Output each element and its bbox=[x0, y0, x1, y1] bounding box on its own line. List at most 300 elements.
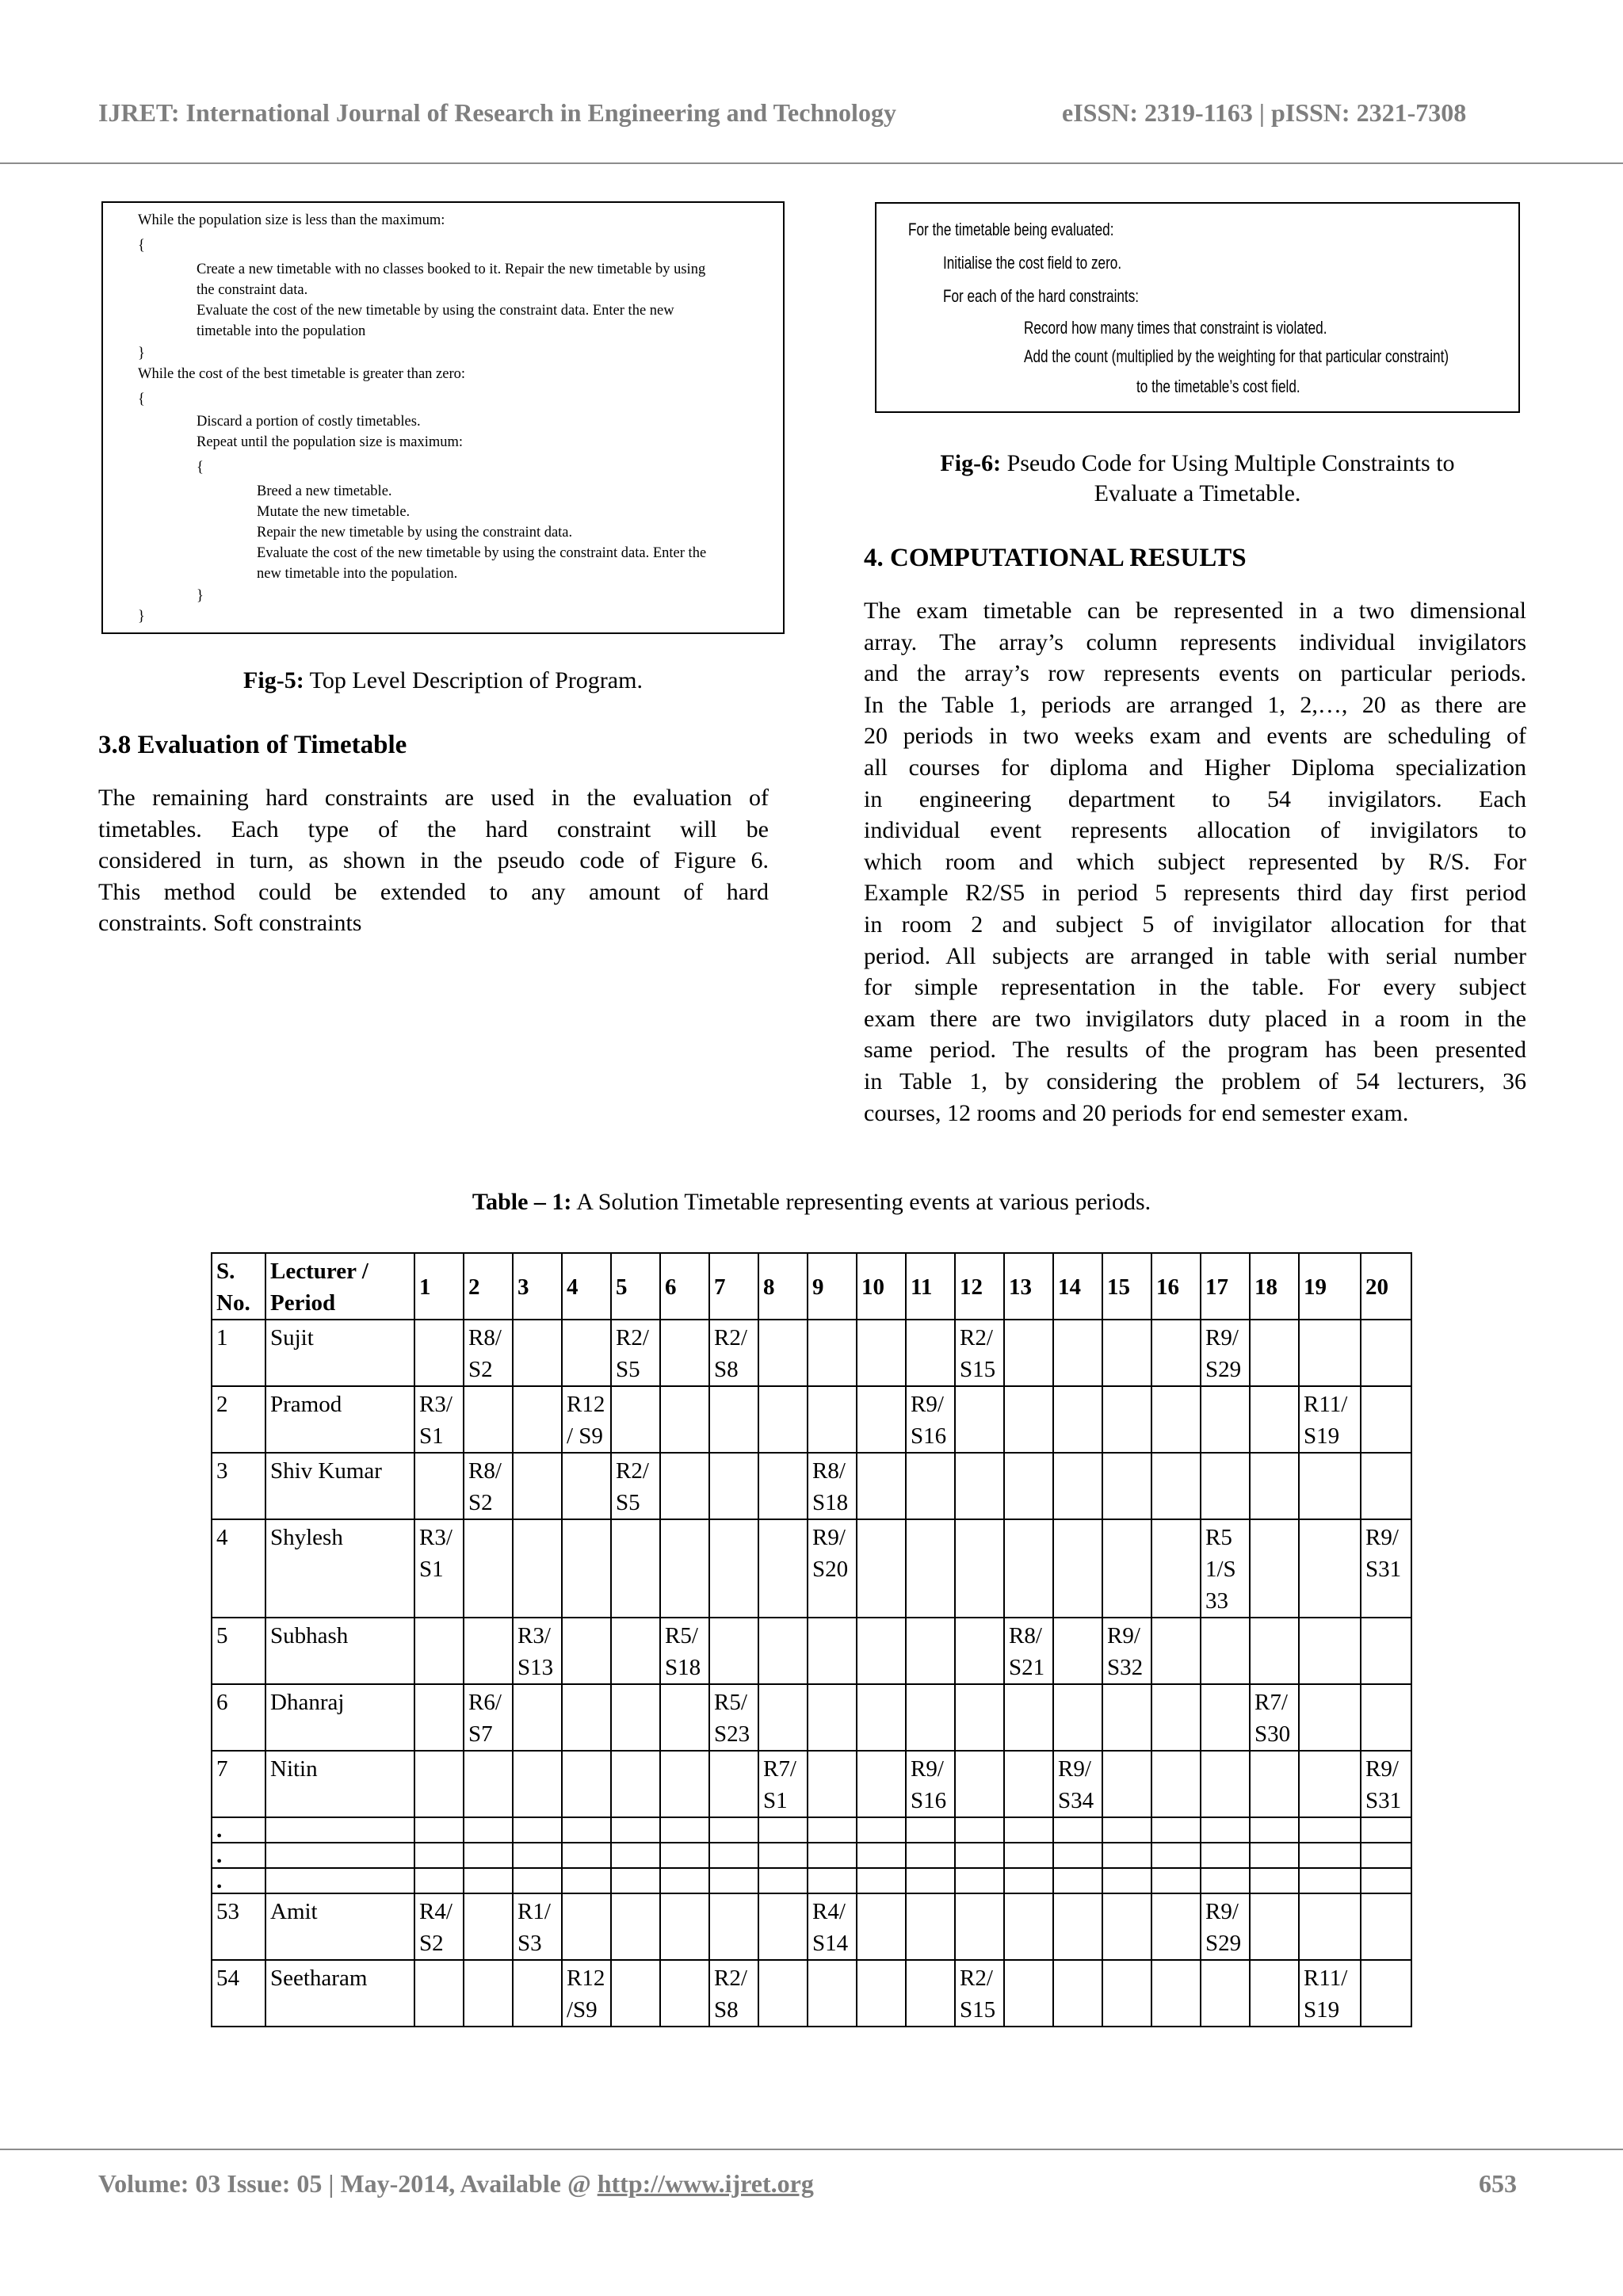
cell-allocation bbox=[1004, 1868, 1053, 1893]
paragraph-line: considered in turn, as shown in the pseudo code of Figure 6. bbox=[98, 847, 769, 874]
cell-allocation bbox=[1299, 1618, 1361, 1684]
cell-allocation bbox=[1361, 1453, 1411, 1519]
paragraph-line: all courses for diploma and Higher Diploma specialization bbox=[864, 754, 1526, 781]
cell-allocation bbox=[1361, 1386, 1411, 1453]
cell-sno: 7 bbox=[212, 1751, 265, 1817]
cell-allocation bbox=[1201, 1960, 1250, 2027]
journal-link[interactable]: http://www.ijret.org bbox=[597, 2169, 814, 2198]
cell-allocation bbox=[1102, 1386, 1151, 1453]
cell-allocation bbox=[955, 1843, 1004, 1868]
cell-allocation: R3/ S13 bbox=[513, 1618, 562, 1684]
cell-allocation bbox=[955, 1893, 1004, 1960]
fig5-line: Evaluate the cost of the new timetable by using the constraint data. Enter the bbox=[257, 545, 707, 561]
cell-allocation bbox=[758, 1453, 808, 1519]
cell-allocation bbox=[562, 1817, 611, 1843]
cell-lecturer: Subhash bbox=[265, 1618, 414, 1684]
cell-allocation bbox=[414, 1843, 464, 1868]
cell-allocation bbox=[1250, 1386, 1299, 1453]
journal-title: IJRET: International Journal of Research in Engineering and Technology bbox=[98, 98, 896, 127]
cell-allocation bbox=[1004, 1751, 1053, 1817]
cell-allocation bbox=[1151, 1751, 1201, 1817]
cell-allocation bbox=[513, 1751, 562, 1817]
fig5-line: Discard a portion of costly timetables. bbox=[197, 414, 421, 430]
paragraph-line: The exam timetable can be represented in a two dimensional bbox=[864, 598, 1526, 624]
cell-allocation bbox=[1053, 1893, 1102, 1960]
header-period: 18 bbox=[1250, 1253, 1299, 1320]
cell-sno: 3 bbox=[212, 1453, 265, 1519]
cell-allocation bbox=[857, 1519, 906, 1618]
fig5-line: } bbox=[138, 609, 145, 625]
table-row bbox=[212, 1751, 1411, 1817]
cell-allocation bbox=[808, 1320, 857, 1386]
cell-allocation bbox=[955, 1868, 1004, 1893]
cell-allocation bbox=[808, 1817, 857, 1843]
header-period: 8 bbox=[758, 1253, 808, 1320]
cell-allocation bbox=[906, 1960, 955, 2027]
cell-allocation bbox=[1151, 1684, 1201, 1751]
cell-allocation bbox=[562, 1320, 611, 1386]
cell-allocation bbox=[1151, 1893, 1201, 1960]
cell-sno: 2 bbox=[212, 1386, 265, 1453]
table-caption-text: A Solution Timetable representing events at various periods. bbox=[571, 1189, 1151, 1215]
cell-sno: 4 bbox=[212, 1519, 265, 1618]
cell-allocation bbox=[758, 1684, 808, 1751]
cell-allocation bbox=[562, 1684, 611, 1751]
fig6-line: For the timetable being evaluated: bbox=[908, 220, 1114, 239]
cell-allocation bbox=[709, 1893, 758, 1960]
fig5-line: Mutate the new timetable. bbox=[257, 504, 411, 520]
paragraph-line: period. All subjects are arranged in table with serial number bbox=[864, 942, 1526, 969]
cell-allocation bbox=[513, 1843, 562, 1868]
cell-allocation bbox=[906, 1684, 955, 1751]
cell-allocation bbox=[414, 1751, 464, 1817]
cell-allocation bbox=[1151, 1843, 1201, 1868]
cell-allocation: R1/ S3 bbox=[513, 1893, 562, 1960]
cell-allocation bbox=[660, 1868, 709, 1893]
header-lecturer-period: Lecturer / Period bbox=[265, 1253, 414, 1320]
cell-allocation bbox=[1102, 1751, 1151, 1817]
cell-allocation bbox=[955, 1386, 1004, 1453]
cell-allocation bbox=[1299, 1519, 1361, 1618]
cell-allocation: R8/ S21 bbox=[1004, 1618, 1053, 1684]
cell-allocation bbox=[1361, 1843, 1411, 1868]
cell-allocation bbox=[464, 1893, 513, 1960]
cell-lecturer: Shylesh bbox=[265, 1519, 414, 1618]
cell-allocation bbox=[955, 1751, 1004, 1817]
cell-allocation bbox=[1361, 1960, 1411, 2027]
paragraph-line: constraints. Soft constraints bbox=[98, 910, 362, 937]
cell-allocation: R2/ S8 bbox=[709, 1320, 758, 1386]
cell-allocation bbox=[1102, 1893, 1151, 1960]
cell-allocation bbox=[414, 1684, 464, 1751]
cell-allocation: R8/ S2 bbox=[464, 1453, 513, 1519]
cell-allocation: R2/ S5 bbox=[611, 1320, 660, 1386]
cell-allocation: R8/ S18 bbox=[808, 1453, 857, 1519]
cell-allocation bbox=[857, 1960, 906, 2027]
cell-allocation bbox=[611, 1843, 660, 1868]
cell-allocation bbox=[562, 1453, 611, 1519]
cell-allocation bbox=[464, 1817, 513, 1843]
cell-allocation bbox=[1299, 1868, 1361, 1893]
cell-allocation bbox=[611, 1893, 660, 1960]
cell-allocation bbox=[660, 1817, 709, 1843]
cell-allocation bbox=[955, 1453, 1004, 1519]
cell-allocation: R11/ S19 bbox=[1299, 1960, 1361, 2027]
fig5-line: Breed a new timetable. bbox=[257, 483, 392, 499]
cell-lecturer: Dhanraj bbox=[265, 1684, 414, 1751]
fig5-line: Create a new timetable with no classes booked to it. Repair the new timetable by using bbox=[197, 262, 706, 277]
cell-allocation: R9/ S31 bbox=[1361, 1519, 1411, 1618]
cell-allocation bbox=[660, 1751, 709, 1817]
cell-allocation: R9/ S34 bbox=[1053, 1751, 1102, 1817]
header-period: 2 bbox=[464, 1253, 513, 1320]
cell-allocation: R9/ S16 bbox=[906, 1751, 955, 1817]
cell-allocation bbox=[611, 1684, 660, 1751]
cell-allocation: R11/ S19 bbox=[1299, 1386, 1361, 1453]
cell-allocation bbox=[611, 1868, 660, 1893]
cell-allocation bbox=[1299, 1817, 1361, 1843]
cell-allocation bbox=[1299, 1684, 1361, 1751]
fig6-caption-text: Pseudo Code for Using Multiple Constraints to bbox=[1001, 450, 1455, 476]
cell-allocation: R5 1/S 33 bbox=[1201, 1519, 1250, 1618]
cell-allocation bbox=[513, 1868, 562, 1893]
fig6-line: Record how many times that constraint is violated. bbox=[1024, 318, 1327, 338]
cell-allocation bbox=[1053, 1960, 1102, 2027]
cell-allocation bbox=[1201, 1817, 1250, 1843]
cell-allocation bbox=[906, 1817, 955, 1843]
fig5-line: { bbox=[138, 238, 145, 254]
cell-allocation bbox=[660, 1386, 709, 1453]
header-period: 20 bbox=[1361, 1253, 1411, 1320]
cell-allocation: R9/ S20 bbox=[808, 1519, 857, 1618]
cell-allocation bbox=[1004, 1817, 1053, 1843]
cell-allocation bbox=[1004, 1386, 1053, 1453]
cell-allocation bbox=[955, 1817, 1004, 1843]
header-period: 15 bbox=[1102, 1253, 1151, 1320]
cell-allocation bbox=[1201, 1843, 1250, 1868]
cell-allocation bbox=[857, 1453, 906, 1519]
header-period: 5 bbox=[611, 1253, 660, 1320]
cell-allocation bbox=[758, 1868, 808, 1893]
cell-allocation bbox=[1201, 1453, 1250, 1519]
cell-allocation: R4/ S14 bbox=[808, 1893, 857, 1960]
fig5-line: the constraint data. bbox=[197, 282, 308, 298]
cell-allocation bbox=[1250, 1817, 1299, 1843]
paragraph-line: In the Table 1, periods are arranged 1, 2,…, 20 as there are bbox=[864, 691, 1526, 718]
cell-allocation bbox=[709, 1868, 758, 1893]
cell-allocation bbox=[1053, 1843, 1102, 1868]
cell-allocation bbox=[758, 1519, 808, 1618]
cell-allocation: R9/ S32 bbox=[1102, 1618, 1151, 1684]
cell-lecturer bbox=[265, 1843, 414, 1868]
header-period: 12 bbox=[955, 1253, 1004, 1320]
cell-allocation bbox=[464, 1843, 513, 1868]
cell-allocation bbox=[611, 1751, 660, 1817]
header-period: 4 bbox=[562, 1253, 611, 1320]
cell-sno: . bbox=[212, 1843, 265, 1868]
cell-allocation bbox=[1201, 1386, 1250, 1453]
cell-allocation bbox=[709, 1751, 758, 1817]
cell-allocation: R9/ S29 bbox=[1201, 1320, 1250, 1386]
cell-allocation bbox=[513, 1453, 562, 1519]
cell-allocation bbox=[1250, 1868, 1299, 1893]
fig5-line: { bbox=[197, 460, 204, 476]
cell-allocation bbox=[464, 1618, 513, 1684]
cell-allocation bbox=[464, 1519, 513, 1618]
table-row bbox=[212, 1684, 1411, 1751]
cell-allocation bbox=[1250, 1843, 1299, 1868]
cell-allocation bbox=[808, 1618, 857, 1684]
cell-allocation bbox=[1151, 1453, 1201, 1519]
cell-allocation bbox=[906, 1519, 955, 1618]
fig5-caption-label: Fig-5: bbox=[243, 667, 304, 693]
cell-allocation bbox=[513, 1386, 562, 1453]
cell-allocation bbox=[857, 1868, 906, 1893]
cell-allocation bbox=[1102, 1817, 1151, 1843]
cell-allocation: R6/ S7 bbox=[464, 1684, 513, 1751]
paragraph-line: in Table 1, by considering the problem of 54 lecturers, 36 bbox=[864, 1068, 1526, 1095]
cell-allocation bbox=[1004, 1684, 1053, 1751]
cell-allocation bbox=[1361, 1817, 1411, 1843]
cell-allocation: R2/ S5 bbox=[611, 1453, 660, 1519]
paragraph-line: in room 2 and subject 5 of invigilator allocation for that bbox=[864, 911, 1526, 938]
cell-allocation bbox=[414, 1817, 464, 1843]
paragraph-line: same period. The results of the program has been presented bbox=[864, 1037, 1526, 1064]
cell-allocation bbox=[1361, 1868, 1411, 1893]
paragraph-line: individual event represents allocation of invigilators to bbox=[864, 817, 1526, 844]
cell-allocation bbox=[660, 1320, 709, 1386]
table-row bbox=[212, 1320, 1411, 1386]
table-header-row bbox=[212, 1253, 1411, 1320]
cell-lecturer: Sujit bbox=[265, 1320, 414, 1386]
cell-allocation bbox=[1299, 1453, 1361, 1519]
table-row bbox=[212, 1960, 1411, 2027]
cell-allocation bbox=[1250, 1893, 1299, 1960]
header-period: 11 bbox=[906, 1253, 955, 1320]
cell-allocation bbox=[1250, 1618, 1299, 1684]
paragraph-line: which room and which subject represented by R/S. For bbox=[864, 848, 1526, 875]
cell-allocation bbox=[1151, 1519, 1201, 1618]
cell-allocation bbox=[611, 1618, 660, 1684]
cell-allocation bbox=[808, 1386, 857, 1453]
cell-allocation: R8/ S2 bbox=[464, 1320, 513, 1386]
cell-allocation bbox=[1004, 1893, 1053, 1960]
section-4-paragraph bbox=[864, 595, 1526, 1129]
cell-allocation bbox=[562, 1868, 611, 1893]
cell-allocation bbox=[1299, 1893, 1361, 1960]
cell-allocation bbox=[808, 1684, 857, 1751]
cell-allocation bbox=[1053, 1618, 1102, 1684]
cell-allocation bbox=[1361, 1618, 1411, 1684]
paragraph-line: The remaining hard constraints are used in the evaluation of bbox=[98, 785, 769, 811]
cell-allocation bbox=[906, 1320, 955, 1386]
cell-allocation bbox=[1250, 1960, 1299, 2027]
fig6-caption bbox=[867, 449, 1528, 509]
header-period: 1 bbox=[414, 1253, 464, 1320]
paragraph-line: and the array’s row represents events on particular periods. bbox=[864, 660, 1526, 687]
cell-allocation bbox=[857, 1843, 906, 1868]
cell-allocation: R12 / S9 bbox=[562, 1386, 611, 1453]
cell-allocation bbox=[513, 1960, 562, 2027]
table-row bbox=[212, 1386, 1411, 1453]
header-rule bbox=[0, 162, 1623, 164]
cell-sno: 53 bbox=[212, 1893, 265, 1960]
cell-allocation bbox=[808, 1868, 857, 1893]
table-row bbox=[212, 1817, 1411, 1843]
cell-allocation bbox=[1004, 1320, 1053, 1386]
cell-allocation bbox=[611, 1386, 660, 1453]
cell-allocation bbox=[513, 1684, 562, 1751]
footer-rule bbox=[0, 2149, 1623, 2150]
cell-allocation bbox=[1004, 1519, 1053, 1618]
cell-lecturer: Shiv Kumar bbox=[265, 1453, 414, 1519]
fig5-line: Evaluate the cost of the new timetable by using the constraint data. Enter the new bbox=[197, 303, 674, 319]
cell-allocation bbox=[758, 1386, 808, 1453]
header-sno: S. No. bbox=[212, 1253, 265, 1320]
cell-allocation bbox=[1151, 1386, 1201, 1453]
cell-allocation bbox=[562, 1893, 611, 1960]
fig6-line: For each of the hard constraints: bbox=[943, 286, 1140, 306]
cell-sno: 5 bbox=[212, 1618, 265, 1684]
header-period: 19 bbox=[1299, 1253, 1361, 1320]
cell-allocation bbox=[1053, 1386, 1102, 1453]
section-3-8-paragraph bbox=[98, 782, 769, 939]
cell-sno: . bbox=[212, 1868, 265, 1893]
paragraph-line: 20 periods in two weeks exam and events are scheduling of bbox=[864, 723, 1526, 750]
cell-allocation bbox=[562, 1519, 611, 1618]
cell-allocation bbox=[660, 1453, 709, 1519]
cell-allocation bbox=[513, 1817, 562, 1843]
cell-allocation bbox=[857, 1386, 906, 1453]
cell-allocation bbox=[660, 1684, 709, 1751]
cell-allocation bbox=[906, 1618, 955, 1684]
cell-allocation bbox=[857, 1893, 906, 1960]
cell-allocation bbox=[562, 1618, 611, 1684]
cell-allocation bbox=[1102, 1320, 1151, 1386]
header-period: 13 bbox=[1004, 1253, 1053, 1320]
header-period: 10 bbox=[857, 1253, 906, 1320]
header-period: 6 bbox=[660, 1253, 709, 1320]
cell-allocation bbox=[955, 1519, 1004, 1618]
cell-allocation bbox=[1102, 1960, 1151, 2027]
cell-sno: 6 bbox=[212, 1684, 265, 1751]
cell-allocation bbox=[906, 1893, 955, 1960]
cell-allocation bbox=[660, 1519, 709, 1618]
cell-allocation bbox=[1250, 1751, 1299, 1817]
cell-allocation: R9/ S16 bbox=[906, 1386, 955, 1453]
cell-sno: 54 bbox=[212, 1960, 265, 2027]
cell-allocation bbox=[1151, 1817, 1201, 1843]
fig5-line: timetable into the population bbox=[197, 323, 366, 339]
cell-allocation bbox=[1151, 1618, 1201, 1684]
cell-allocation bbox=[1361, 1893, 1411, 1960]
cell-allocation bbox=[1004, 1453, 1053, 1519]
header-period: 16 bbox=[1151, 1253, 1201, 1320]
paragraph-line: in engineering department to 54 invigilators. Each bbox=[864, 785, 1526, 812]
cell-allocation bbox=[1004, 1960, 1053, 2027]
cell-allocation bbox=[808, 1751, 857, 1817]
table-row bbox=[212, 1618, 1411, 1684]
cell-allocation bbox=[1151, 1320, 1201, 1386]
cell-lecturer bbox=[265, 1817, 414, 1843]
cell-allocation bbox=[1102, 1843, 1151, 1868]
cell-allocation bbox=[857, 1618, 906, 1684]
cell-lecturer: Seetharam bbox=[265, 1960, 414, 2027]
cell-allocation: R2/ S8 bbox=[709, 1960, 758, 2027]
cell-allocation bbox=[758, 1817, 808, 1843]
cell-allocation bbox=[513, 1519, 562, 1618]
cell-allocation bbox=[660, 1893, 709, 1960]
page-number: 653 bbox=[1479, 2169, 1517, 2198]
fig5-line: } bbox=[197, 588, 204, 604]
paragraph-line: timetables. Each type of the hard constraint will be bbox=[98, 816, 769, 842]
cell-allocation bbox=[414, 1618, 464, 1684]
cell-lecturer bbox=[265, 1868, 414, 1893]
cell-allocation bbox=[414, 1320, 464, 1386]
fig6-line: to the timetable’s cost field. bbox=[1136, 376, 1300, 396]
fig6-line: Add the count (multiplied by the weighting for that particular constraint) bbox=[1024, 346, 1449, 366]
cell-allocation bbox=[660, 1843, 709, 1868]
cell-allocation bbox=[906, 1868, 955, 1893]
paragraph-line: courses, 12 rooms and 20 periods for end semester exam. bbox=[864, 1099, 1409, 1126]
cell-allocation: R5/ S23 bbox=[709, 1684, 758, 1751]
cell-allocation bbox=[906, 1843, 955, 1868]
cell-allocation bbox=[464, 1960, 513, 2027]
cell-allocation bbox=[808, 1843, 857, 1868]
fig5-line: } bbox=[138, 346, 145, 361]
section-4-heading: 4. COMPUTATIONAL RESULTS bbox=[864, 544, 1247, 572]
cell-allocation bbox=[414, 1868, 464, 1893]
cell-allocation: R7/ S1 bbox=[758, 1751, 808, 1817]
cell-allocation bbox=[1201, 1751, 1250, 1817]
cell-allocation: R3/ S1 bbox=[414, 1386, 464, 1453]
cell-allocation bbox=[955, 1618, 1004, 1684]
cell-allocation: R3/ S1 bbox=[414, 1519, 464, 1618]
cell-allocation bbox=[562, 1843, 611, 1868]
cell-allocation bbox=[1201, 1868, 1250, 1893]
header-period: 9 bbox=[808, 1253, 857, 1320]
cell-allocation bbox=[1250, 1320, 1299, 1386]
cell-allocation bbox=[955, 1684, 1004, 1751]
cell-allocation bbox=[562, 1751, 611, 1817]
cell-allocation: R12 /S9 bbox=[562, 1960, 611, 2027]
header-period: 7 bbox=[709, 1253, 758, 1320]
cell-allocation bbox=[1151, 1868, 1201, 1893]
cell-allocation bbox=[709, 1618, 758, 1684]
table-row bbox=[212, 1893, 1411, 1960]
cell-allocation bbox=[758, 1893, 808, 1960]
cell-allocation bbox=[1151, 1960, 1201, 2027]
cell-allocation bbox=[513, 1320, 562, 1386]
paragraph-line: Example R2/S5 in period 5 represents third day first period bbox=[864, 880, 1526, 907]
fig5-line: Repeat until the population size is maximum: bbox=[197, 434, 464, 450]
cell-allocation bbox=[709, 1843, 758, 1868]
table-row bbox=[212, 1868, 1411, 1893]
solution-timetable bbox=[211, 1252, 1412, 2027]
cell-allocation bbox=[611, 1817, 660, 1843]
fig5-caption-text: Top Level Description of Program. bbox=[304, 667, 643, 693]
cell-allocation bbox=[414, 1960, 464, 2027]
paragraph-line: exam there are two invigilators duty placed in a room in the bbox=[864, 1005, 1526, 1032]
table-row bbox=[212, 1843, 1411, 1868]
cell-allocation bbox=[758, 1843, 808, 1868]
fig6-pseudocode-box bbox=[875, 202, 1520, 413]
issn-text: eISSN: 2319-1163 | pISSN: 2321-7308 bbox=[1062, 98, 1467, 127]
cell-allocation: R5/ S18 bbox=[660, 1618, 709, 1684]
cell-allocation bbox=[1250, 1453, 1299, 1519]
cell-allocation bbox=[758, 1320, 808, 1386]
cell-allocation bbox=[857, 1684, 906, 1751]
